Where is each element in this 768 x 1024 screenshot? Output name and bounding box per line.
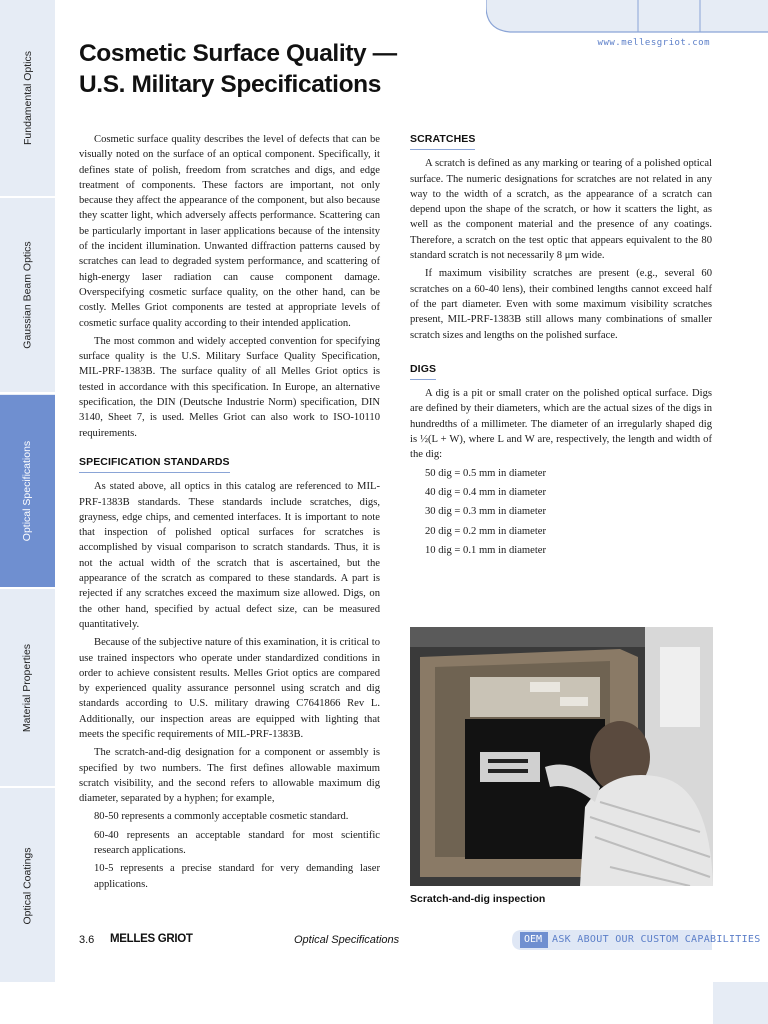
- side-divider: [0, 786, 55, 788]
- example-item: 10-5 represents a precise standard for very demanding laser applications.: [94, 863, 380, 890]
- body-paragraph: Cosmetic surface quality describes the level of defects that can be visually noted on the surface of an optical component. Specifically, it defines state of polish, freedom from scratches and digs, and edge treatment of components. These factors are important, not only because they affect the appearance of the component, but also because they scatter light, which adversely affects performance. Scattering can be particularly important in laser applications because of the intensity of the incident illumination. Unwanted diffraction patterns caused by scratches can lead to degraded system performance, and scattering of high-energy laser radiation can cause component damage. Overspecifying cosmetic surface quality, on the other hand, can be costly. Melles Griot components are tested at appropriate levels of cosmetic surface quality according to their intended application.: [79, 134, 380, 329]
- side-tab-optical-specifications[interactable]: [0, 395, 55, 587]
- body-paragraph: Because of the subjective nature of this examination, it is critical to use trained inspectors who operate under standardized conditions in order to achieve consistent results. Melles Griot optics are compared by experienced quality assurance personnel using scratch and dig standards according to U.S. military drawing C7641866 Rev L. Additionally, our inspection areas are equipped with lighting that meets the specific requirements of MIL-PRF-1383B.: [79, 637, 380, 740]
- side-tab-label: Optical Coatings: [21, 846, 34, 925]
- corner-decoration: [713, 982, 768, 1024]
- right-column: [410, 132, 712, 562]
- body-paragraph: A scratch is defined as any marking or tearing of a polished optical surface. The numeric designations for scratches are not related in any way to the width of a scratch, as the appearance of a scratch can depend upon the shape of the scratch, or how it scatters the light, as well as the component material and the presence of any coatings. Therefore, a scratch on the test optic that appears equivalent to the 80 standard scratch is not necessarily 8 μm wide.: [410, 158, 712, 262]
- title-line-1: Cosmetic Surface Quality —: [79, 40, 397, 67]
- oem-badge: OEM: [524, 934, 543, 945]
- page-number: 3.6: [79, 934, 95, 946]
- dig-size-item: 50 dig = 0.5 mm in diameter: [425, 467, 547, 479]
- section-name: Optical Specifications: [294, 934, 400, 946]
- side-tab-label: Optical Specifications: [21, 440, 34, 542]
- sidebar-nav: [0, 0, 55, 982]
- page-title: [79, 38, 499, 100]
- side-tab-label: Gaussian Beam Optics: [21, 241, 34, 349]
- side-divider: [0, 196, 55, 198]
- side-tab-fundamental-optics[interactable]: [0, 0, 55, 196]
- side-tab-gaussian-beam-optics[interactable]: [0, 198, 55, 392]
- inspection-photo: [410, 627, 713, 886]
- body-paragraph: If maximum visibility scratches are present (e.g., several 60 scratches on a 60-40 lens), their combined lengths cannot exceed half of the part diameter. Even with some maximum visibility scratches present, MIL-PRF-1383B still allows many combinations of smaller scratch sizes and lengths on the polished surface.: [410, 268, 712, 341]
- body-paragraph: A dig is a pit or small crater on the polished optical surface. Digs are defined by their diameters, which are the actual sizes of the digs in hundredths of a millimeter. The diameter of an irregularly shaped dig is ½(L + W), where L and W are, respectively, the length and width of the dig:: [410, 388, 712, 461]
- body-paragraph: As stated above, all optics in this catalog are referenced to MIL-PRF-1383B standards. These standards include scratches, digs, grayness, edge chips, and cemented interfaces. It is important to note that inspection of polished optical surfaces for scratches is accomplished by visual comparison to scratch standards. Thus, it is not the actual width of the scratch that is ascertained, but the appearance of the scratch as compared to these standards. A part is rejected if any scratches exceed the maximum size allowed. Digs, on the other hand, specified by actual defect size, can be measured quantitatively.: [79, 481, 380, 630]
- dig-size-item: 30 dig = 0.3 mm in diameter: [425, 506, 547, 518]
- side-divider: [0, 392, 55, 394]
- left-column: [79, 132, 380, 895]
- side-tab-optical-coatings[interactable]: [0, 789, 55, 982]
- example-item: 60-40 represents an acceptable standard for most scientific research applications.: [94, 829, 380, 857]
- side-tab-label: Fundamental Optics: [21, 51, 34, 145]
- photo-illustration: [410, 627, 713, 886]
- brand-logo: MELLES GRIOT: [110, 933, 193, 945]
- section-heading-specification-standards: SPECIFICATION STANDARDS: [79, 455, 230, 473]
- side-tab-label: Material Properties: [21, 643, 34, 733]
- side-tab-material-properties[interactable]: [0, 590, 55, 786]
- body-paragraph: The scratch-and-dig designation for a component or assembly is specified by two numbers. The first defines allowable maximum scratch visibility, and the second refers to allowable maximum dig diameter, separated by a hyphen; for example,: [79, 747, 380, 805]
- dig-size-item: 40 dig = 0.4 mm in diameter: [425, 486, 547, 498]
- title-line-2: U.S. Military Specifications: [79, 71, 381, 98]
- header-decoration: [486, 0, 768, 34]
- side-divider: [0, 587, 55, 589]
- oem-link[interactable]: ASK ABOUT OUR CUSTOM CAPABILITIES: [552, 934, 761, 945]
- website-link[interactable]: www.mellesgriot.com: [597, 38, 710, 48]
- example-item: 80-50 represents a commonly acceptable cosmetic standard.: [94, 811, 349, 823]
- photo-caption: Scratch-and-dig inspection: [410, 893, 546, 905]
- section-heading-digs: DIGS: [410, 362, 436, 380]
- dig-size-item: 20 dig = 0.2 mm in diameter: [425, 525, 547, 537]
- body-paragraph: The most common and widely accepted convention for specifying surface quality is the U.S. Military Surface Quality Specification, MIL-PRF-1383B. The surface quality of all Melles Griot optics is tested in accordance with this specification. In Europe, an alternative specification, the DIN (Deutsche Industrie Norm) specification, DIN 3140, Sheet 7, is used. Melles Griot can also work to ISO-10110 requirements.: [79, 335, 380, 439]
- dig-size-item: 10 dig = 0.1 mm in diameter: [425, 544, 547, 556]
- section-heading-scratches: SCRATCHES: [410, 132, 475, 150]
